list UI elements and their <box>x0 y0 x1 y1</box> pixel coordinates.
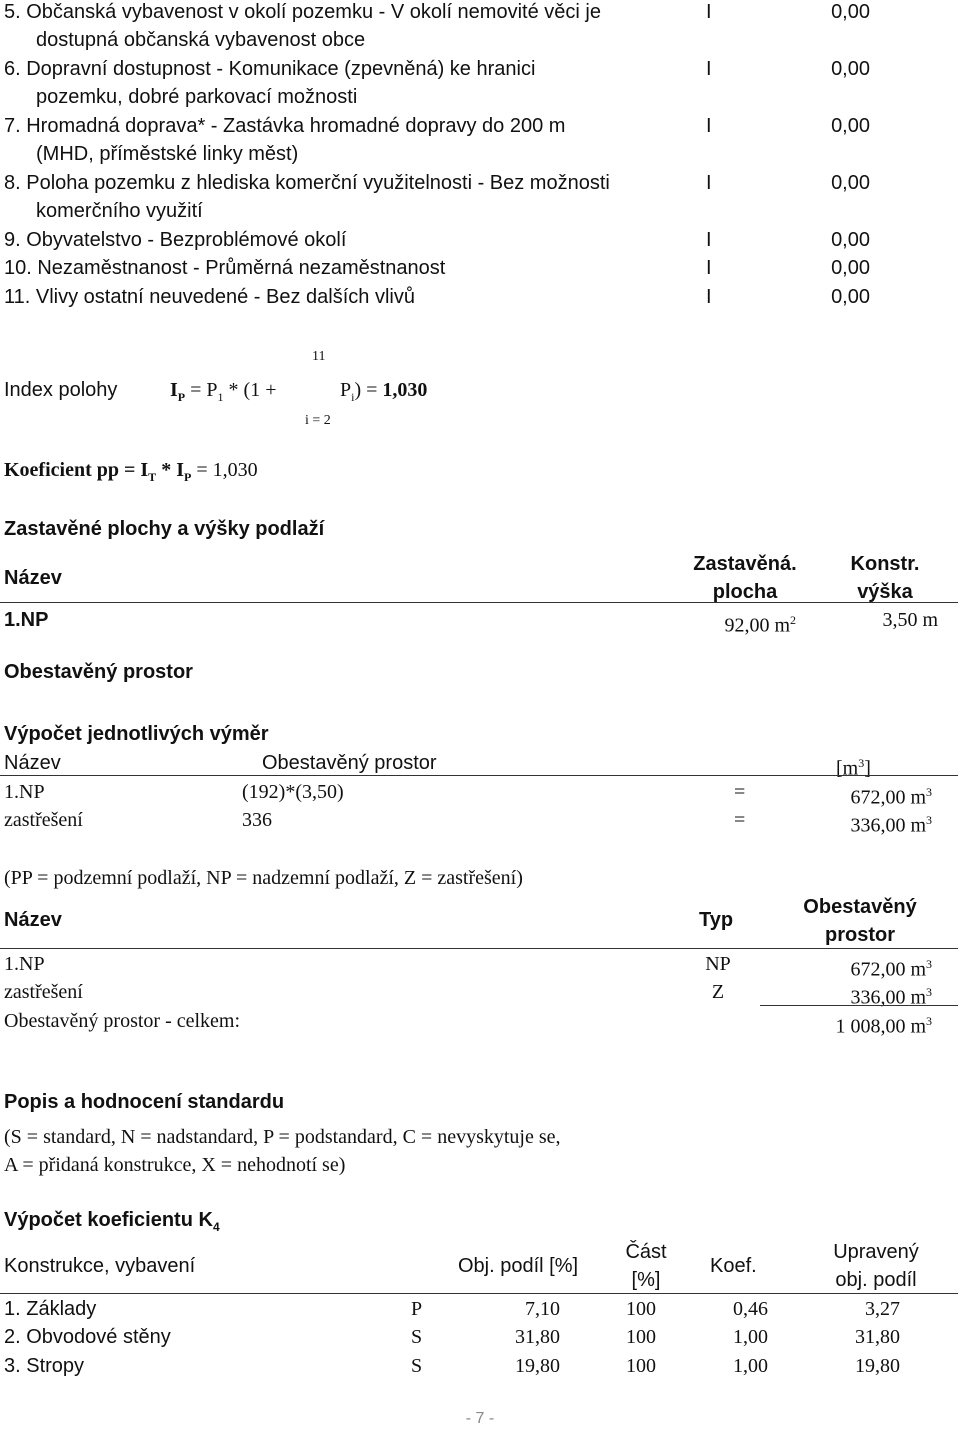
factor-6-line2: pozemku, dobré parkovací možnosti <box>36 86 358 108</box>
standard-legend-line1: (S = standard, N = nadstandard, P = podstandard, C = nevyskytuje se, <box>4 1126 561 1148</box>
index-polohy-result: 1,030 <box>382 379 428 401</box>
k4-row-3-coef: 1,00 <box>733 1355 768 1377</box>
summary-total-rule <box>760 1005 958 1006</box>
summary-row-2-value-num: 336,00 m <box>850 986 926 1009</box>
k4-row-1-coef: 0,46 <box>733 1298 768 1320</box>
k4-header-part-l2: [%] <box>631 1269 661 1291</box>
zastavene-row-area-value: 92,00 m <box>724 614 790 637</box>
summary-header-space-l1: Obestavěný <box>803 896 917 918</box>
koef-sub-t: T <box>148 470 157 484</box>
k4-row-3-name: 3. Stropy <box>4 1355 85 1377</box>
ip-eq: = P <box>185 379 218 401</box>
k4-header-rule <box>0 1293 958 1294</box>
vymery-row-2-formula: 336 <box>242 809 272 831</box>
factor-7-value: 0,00 <box>831 115 870 137</box>
k4-header-part-l1: Část <box>625 1241 667 1263</box>
summary-header-type: Typ <box>699 909 734 931</box>
k4-row-2-share: 31,80 <box>515 1326 560 1348</box>
vymery-unit-pre: [m <box>836 757 859 780</box>
factor-5-line2: dostupná občanská vybavenost obce <box>36 29 366 51</box>
factor-9-mark: I <box>706 229 712 251</box>
factor-10-mark: I <box>706 257 712 279</box>
k4-row-1-adj: 3,27 <box>865 1298 900 1320</box>
ip-close: ) = <box>354 379 383 401</box>
summary-header-name: Název <box>4 909 62 931</box>
standard-legend-line2: A = přidaná konstrukce, X = nehodnotí se) <box>4 1154 346 1176</box>
koef-sub-p: P <box>183 470 192 484</box>
zastavene-header-height-l1: Konstr. <box>850 553 920 575</box>
koef-suffix: = 1,030 <box>191 459 258 481</box>
summary-total-value <box>760 1007 932 1041</box>
summary-total-value-exp: 3 <box>926 1014 932 1028</box>
vymery-row-1-value-exp: 3 <box>926 785 932 799</box>
k4-row-3-std: S <box>411 1355 423 1377</box>
factor-6-line1: 6. Dopravní dostupnost - Komunikace (zpevněná) ke hranici <box>4 58 536 80</box>
factor-7-mark: I <box>706 115 712 137</box>
obestaveny-title: Obestavěný prostor <box>4 661 193 683</box>
p1-subscript: 1 <box>217 390 224 404</box>
vymery-unit-post: ] <box>864 757 871 780</box>
zastavene-header-rule <box>0 602 958 603</box>
summary-row-1-value-num: 672,00 m <box>850 958 926 981</box>
factor-8-mark: I <box>706 172 712 194</box>
zastavene-title: Zastavěné plochy a výšky podlaží <box>4 518 325 540</box>
factor-7-line2: (MHD, příměstské linky měst) <box>36 143 299 165</box>
k4-row-2-std: S <box>411 1326 423 1348</box>
koef-prefix: Koeficient pp = I <box>4 459 149 481</box>
factor-6-value: 0,00 <box>831 58 870 80</box>
summary-row-1-type: NP <box>705 953 731 975</box>
factor-9-value: 0,00 <box>831 229 870 251</box>
k4-header-adj-l1: Upravený <box>833 1241 919 1263</box>
vymery-row-1-formula: (192)*(3,50) <box>242 781 344 803</box>
k4-title <box>4 1206 220 1241</box>
factor-11-mark: I <box>706 286 712 308</box>
factor-10-line1: 10. Nezaměstnanost - Průměrná nezaměstnanost <box>4 257 446 279</box>
summary-row-2-name: zastřešení <box>4 981 83 1003</box>
k4-row-1-std: P <box>411 1298 423 1320</box>
factor-5-mark: I <box>706 1 712 23</box>
vymery-title: Výpočet jednotlivých výměr <box>4 723 269 745</box>
vymery-header-name: Název <box>4 752 61 774</box>
koeficient-pp <box>4 456 258 491</box>
vymery-row-1-name: 1.NP <box>4 781 45 803</box>
zastavene-row-area-unit-exp: 2 <box>790 613 796 627</box>
zastavene-header-area-l2: plocha <box>712 581 778 603</box>
factor-10-value: 0,00 <box>831 257 870 279</box>
k4-row-2-coef: 1,00 <box>733 1326 768 1348</box>
vymery-row-2-value-num: 336,00 m <box>850 814 926 837</box>
vymery-header-rule <box>0 775 958 776</box>
factor-11-line1: 11. Vlivy ostatní neuvedené - Bez dalších vlivů <box>4 286 415 308</box>
factor-8-value: 0,00 <box>831 172 870 194</box>
zastavene-header-height-l2: výška <box>857 581 913 603</box>
vymery-header-space: Obestavěný prostor <box>262 752 437 774</box>
k4-header-coef: Koef. <box>710 1255 757 1277</box>
summary-header-space-l2: prostor <box>825 924 895 946</box>
vymery-unit-exp: 3 <box>858 756 865 770</box>
summary-row-1-value-exp: 3 <box>926 957 932 971</box>
factor-6-mark: I <box>706 58 712 80</box>
zastavene-row-name: 1.NP <box>4 609 49 631</box>
factor-8-line1: 8. Poloha pozemku z hlediska komerční využitelnosti - Bez možnosti <box>4 172 610 194</box>
k4-row-3-share: 19,80 <box>515 1355 560 1377</box>
factor-7-line1: 7. Hromadná doprava* - Zastávka hromadné dopravy do 200 m <box>4 115 566 137</box>
ip-mult: * (1 + <box>223 379 277 401</box>
vymery-row-2-eq: = <box>734 809 746 831</box>
k4-row-3-adj: 19,80 <box>855 1355 900 1377</box>
k4-header-adj-l2: obj. podíl <box>835 1269 917 1291</box>
vymery-row-2-value-exp: 3 <box>926 813 932 827</box>
standard-title: Popis a hodnocení standardu <box>4 1091 285 1113</box>
k4-row-2-adj: 31,80 <box>855 1326 900 1348</box>
factor-5-value: 0,00 <box>831 1 870 23</box>
summary-row-2-type: Z <box>711 981 725 1003</box>
zastavene-header-area-l1: Zastavěná. <box>693 553 797 575</box>
vymery-row-2-name: zastřešení <box>4 809 83 831</box>
ip-subscript: P <box>177 390 186 404</box>
zastavene-row-height: 3,50 m <box>882 609 938 631</box>
k4-row-3-part: 100 <box>626 1355 656 1377</box>
k4-title-text: Výpočet koeficientu K <box>4 1209 213 1231</box>
summary-header-rule <box>0 948 958 949</box>
zastavene-row-area <box>660 606 796 640</box>
k4-row-1-name: 1. Základy <box>4 1298 97 1320</box>
sum-lower-limit: i = 2 <box>305 413 331 428</box>
factor-9-line1: 9. Obyvatelstvo - Bezproblémové okolí <box>4 229 347 251</box>
pi-subscript: i <box>351 390 355 404</box>
floor-legend: (PP = podzemní podlaží, NP = nadzemní podlaží, Z = zastřešení) <box>4 867 523 889</box>
summary-row-1-name: 1.NP <box>4 953 45 975</box>
vymery-row-1-eq: = <box>734 781 746 803</box>
k4-row-1-share: 7,10 <box>525 1298 560 1320</box>
factor-8-line2: komerčního využití <box>36 200 203 222</box>
k4-title-sub: 4 <box>212 1220 220 1234</box>
index-polohy-label: Index polohy <box>4 379 118 401</box>
k4-header-construction: Konstrukce, vybavení <box>4 1255 196 1277</box>
k4-row-2-part: 100 <box>626 1326 656 1348</box>
index-polohy-expression <box>170 376 277 411</box>
zastavene-header-name: Název <box>4 567 62 589</box>
pi-symbol: P <box>340 379 352 401</box>
vymery-row-2-value <box>780 806 932 840</box>
summary-total-label: Obestavěný prostor - celkem: <box>4 1010 241 1032</box>
index-polohy-tail <box>340 376 427 411</box>
k4-row-1-part: 100 <box>626 1298 656 1320</box>
factor-5-line1: 5. Občanská vybavenost v okolí pozemku - V okolí nemovité věci je <box>4 1 601 23</box>
sum-upper-limit: 11 <box>312 349 326 364</box>
vymery-row-1-value-num: 672,00 m <box>850 786 926 809</box>
koef-mid: * I <box>156 459 184 481</box>
page-number: - 7 - <box>465 1410 495 1427</box>
summary-row-2-value-exp: 3 <box>926 985 932 999</box>
ip-symbol: I <box>170 379 178 401</box>
k4-row-2-name: 2. Obvodové stěny <box>4 1326 171 1348</box>
k4-header-share: Obj. podíl [%] <box>458 1255 579 1277</box>
factor-11-value: 0,00 <box>831 286 870 308</box>
summary-total-value-num: 1 008,00 m <box>835 1015 926 1038</box>
